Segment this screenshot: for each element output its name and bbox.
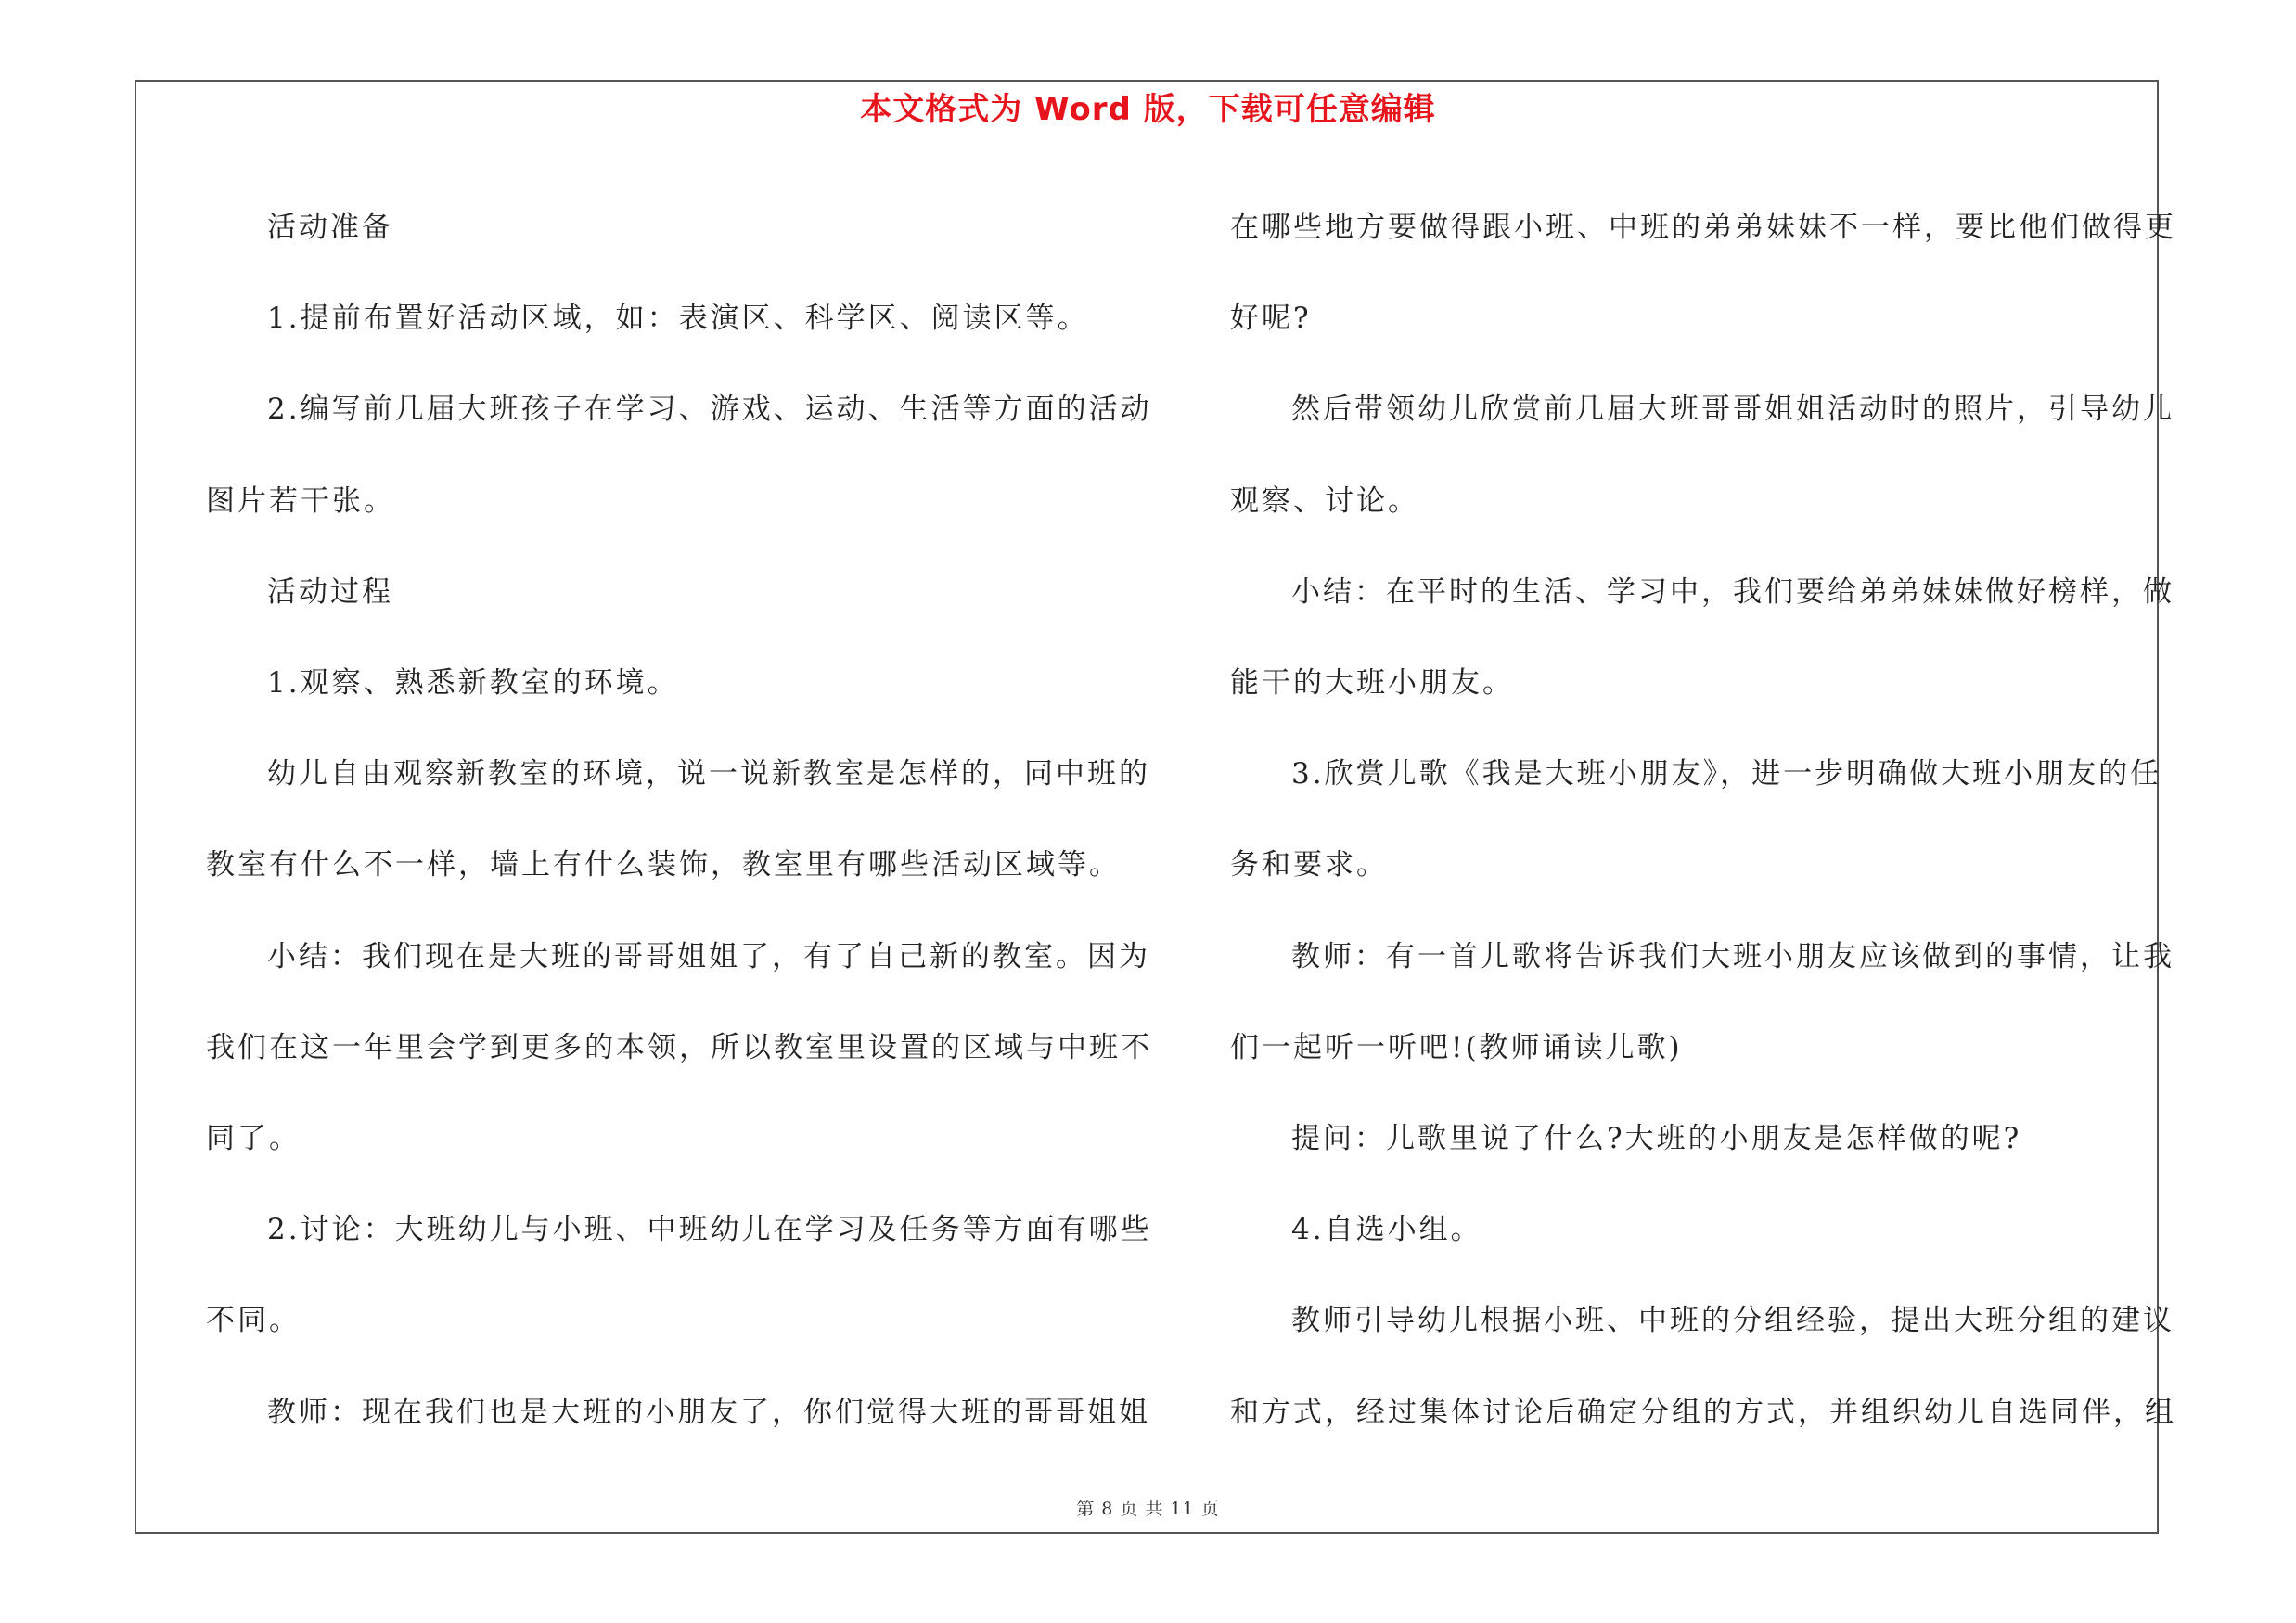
paragraph-line: 我们在这一年里会学到更多的本领，所以教室里设置的区域与中班不: [206, 1030, 1152, 1064]
paragraph-line: 们一起听一听吧!(教师诵读儿歌): [1230, 1030, 1683, 1064]
paragraph-line: 和方式，经过集体讨论后确定分组的方式，并组织幼儿自选同伴，组: [1230, 1395, 2176, 1429]
paragraph-line: 提问：儿歌里说了什么?大班的小朋友是怎样做的呢?: [1291, 1122, 2022, 1156]
paragraph-line: 幼儿自由观察新教室的环境，说一说新教室是怎样的，同中班的: [267, 757, 1150, 792]
paragraph-line: 好呢?: [1230, 302, 1312, 336]
page-number-footer: 第 8 页 共 11 页: [1076, 1499, 1220, 1519]
paragraph-line: 然后带领幼儿欣赏前几届大班哥哥姐姐活动时的照片，引导幼儿: [1291, 393, 2174, 427]
paragraph-line: 不同。: [206, 1304, 301, 1338]
paragraph-line: 教师：有一首儿歌将告诉我们大班小朋友应该做到的事情，让我: [1291, 939, 2174, 973]
paragraph-line: 同了。: [206, 1122, 301, 1156]
paragraph-line: 教师引导幼儿根据小班、中班的分组经验，提出大班分组的建议: [1291, 1304, 2174, 1338]
paragraph-line: 小结：我们现在是大班的哥哥姐姐了，有了自己新的教室。因为: [267, 939, 1150, 973]
paragraph-line: 教师：现在我们也是大班的小朋友了，你们觉得大班的哥哥姐姐: [267, 1395, 1150, 1429]
paragraph-line: 4.自选小组。: [1291, 1213, 1482, 1247]
paragraph-line: 小结：在平时的生活、学习中，我们要给弟弟妹妹做好榜样，做: [1291, 574, 2174, 609]
paragraph-line: 观察、讨论。: [1230, 483, 1419, 518]
paragraph-line: 2.讨论：大班幼儿与小班、中班幼儿在学习及任务等方面有哪些: [267, 1213, 1152, 1247]
paragraph-line: 图片若干张。: [206, 483, 395, 518]
paragraph-line: 教室有什么不一样，墙上有什么装饰，教室里有哪些活动区域等。: [206, 848, 1121, 882]
paragraph-line: 3.欣赏儿歌《我是大班小朋友》，进一步明确做大班小朋友的任: [1291, 757, 2162, 792]
right-text-column: [1230, 182, 2176, 1458]
paragraph-line: 务和要求。: [1230, 848, 1388, 882]
section-heading: 活动过程: [267, 574, 393, 609]
paragraph-line: 1.提前布置好活动区域，如：表演区、科学区、阅读区等。: [267, 302, 1089, 336]
left-text-column: [206, 182, 1152, 1458]
paragraph-line: 1.观察、熟悉新教室的环境。: [267, 666, 679, 701]
format-notice-banner: 本文格式为 Word 版，下载可任意编辑: [860, 91, 1436, 128]
paragraph-line: 在哪些地方要做得跟小班、中班的弟弟妹妹不一样，要比他们做得更: [1230, 211, 2176, 244]
section-heading: 活动准备: [267, 211, 393, 244]
paragraph-line: 2.编写前几届大班孩子在学习、游戏、运动、生活等方面的活动: [267, 393, 1152, 427]
paragraph-line: 能干的大班小朋友。: [1230, 666, 1514, 701]
